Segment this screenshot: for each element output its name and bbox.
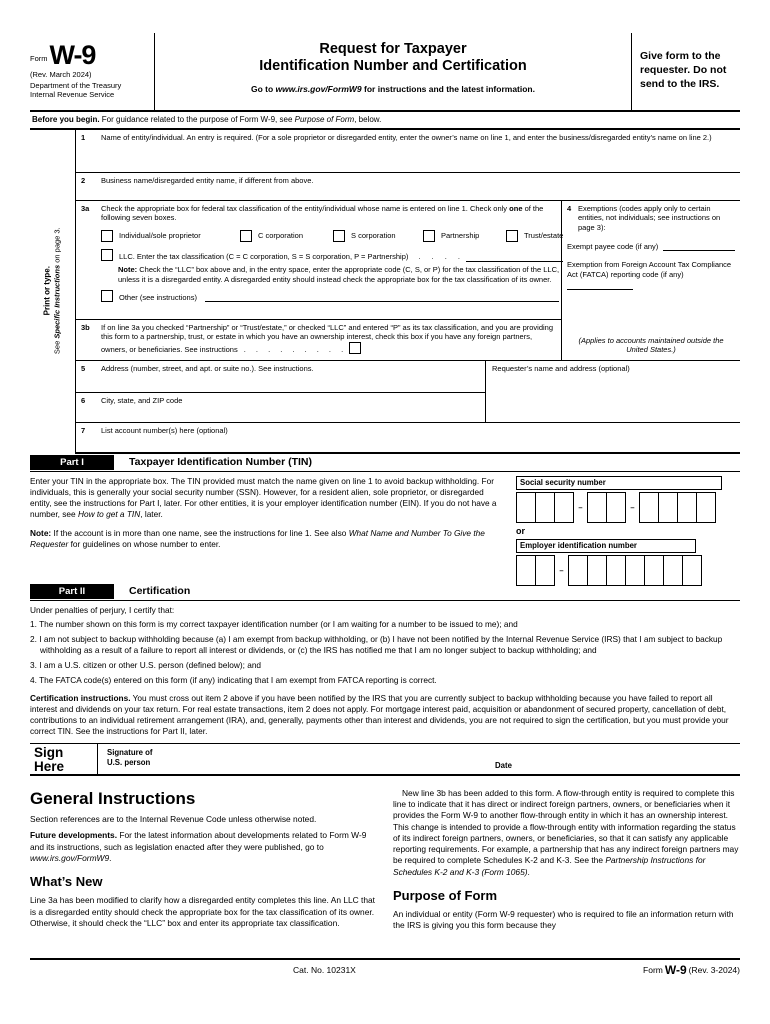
label-llc: LLC. Enter the tax classification (C = C corporation, S = S corporation, P = Partnership) <box>119 252 409 262</box>
instructions-right-column <box>393 788 740 932</box>
signature-field[interactable] <box>98 744 495 774</box>
exempt-payee-label: Exempt payee code (if any) <box>567 241 659 251</box>
ein-digit-box[interactable] <box>516 555 536 586</box>
part1-note: Note: If the account is in more than one name, see the instructions for line 1. See also What Name and Number To Give the Requester for guidelines on whose number to enter. <box>30 528 485 550</box>
before-begin-end: , below. <box>354 115 382 124</box>
line6-number: 6 <box>81 396 86 405</box>
formw9-link[interactable]: www.irs.gov/FormW9 <box>30 852 110 863</box>
other-entry-line[interactable] <box>205 292 559 302</box>
certification-item-2: 2. I am not subject to backup withholding because (a) I am exempt from backup withholding, or (b) I have not been notified by the Internal Revenue Service (IRS) that I am subject to backup withholding as a result of a failure to report all interest or dividends, or (c) the IRS has notified me that I am no longer subject to backup withholding; and <box>30 634 723 656</box>
goto-suffix: for instructions and the latest information. <box>361 83 535 94</box>
checkbox-trust-estate[interactable] <box>506 230 518 242</box>
classification-checkbox-row <box>101 230 563 242</box>
line1-label: Name of entity/individual. An entry is required. (For a sole proprietor or disregarded entity, enter the owner’s name on line 1, and enter the business/disregarded entity’s name on line 2.) <box>101 133 712 142</box>
purpose-of-form-paragraph: An individual or entity (Form W-9 requester) who is required to file an information return with the IRS is giving you this form because they <box>393 909 734 931</box>
part2-body <box>30 605 740 737</box>
line3a-label: Check the appropriate box for federal tax classification of the entity/individual whose name is entered on line 1. Check only one of the following seven boxes. <box>101 204 544 223</box>
line3a-classification <box>76 201 564 320</box>
ein-dash: – <box>559 565 564 575</box>
give-form-note: Give form to the requester. Do not send to the IRS. <box>640 50 727 91</box>
ein-digit-box[interactable] <box>682 555 702 586</box>
ein-label: Employer identification number <box>516 539 696 553</box>
line6-city-field[interactable] <box>76 393 485 422</box>
fatca-entry-line[interactable] <box>567 280 633 290</box>
instructions-section <box>30 788 740 932</box>
instructions-left-column <box>30 788 377 932</box>
ssn-digit-box[interactable] <box>516 492 536 523</box>
checkbox-c-corporation[interactable] <box>240 230 252 242</box>
goto-line <box>165 84 621 95</box>
or-label: or <box>516 525 525 536</box>
ssn-digit-box[interactable] <box>606 492 626 523</box>
llc-row <box>101 249 563 262</box>
llc-code-entry-line[interactable] <box>466 252 563 262</box>
line3b-foreign-partners <box>76 320 561 360</box>
ssn-digit-box[interactable] <box>587 492 607 523</box>
ssn-boxes <box>516 492 740 523</box>
label-c-corporation: C corporation <box>258 231 304 241</box>
line7-number: 7 <box>81 426 86 435</box>
print-or-type-sidebar <box>42 129 61 453</box>
form-title-block <box>154 33 632 110</box>
line1-name-field[interactable] <box>76 130 740 173</box>
sign-here-label: Sign Here <box>30 744 98 774</box>
label-other: Other (see instructions) <box>119 292 197 302</box>
ein-digit-box[interactable] <box>568 555 588 586</box>
label-s-corporation: S corporation <box>351 231 396 241</box>
certification-intro: Under penalties of perjury, I certify that: <box>30 605 175 615</box>
dept-treasury: Department of the Treasury <box>30 80 122 90</box>
checkbox-other[interactable] <box>101 290 113 302</box>
goto-link[interactable]: www.irs.gov/FormW9 <box>275 83 362 94</box>
general-instructions-title: General Instructions <box>30 788 196 808</box>
ein-digit-box[interactable] <box>625 555 645 586</box>
certification-item-1: 1. The number shown on this form is my correct taxpayer identification number (or I am waiting for a number to be issued to me); and <box>30 619 518 630</box>
certification-item-4: 4. The FATCA code(s) entered on this form (if any) indicating that I am exempt from FATCA reporting is correct. <box>30 675 437 686</box>
requester-label: Requester’s name and address (optional) <box>492 364 630 373</box>
form-number: W-9 <box>49 40 96 70</box>
date-label: Date <box>495 761 512 771</box>
line7-label: List account number(s) here (optional) <box>101 426 228 435</box>
dept-irs: Internal Revenue Service <box>30 90 115 100</box>
ein-boxes <box>516 555 740 586</box>
footer-form-word: Form <box>643 965 663 975</box>
whats-new-paragraph: Line 3a has been modified to clarify how a disregarded entity completes this line. An LLC that is a disregarded entity should check the appropriate box for the tax classification of its owner. Otherwise, it should check the “LLC” box and enter its appropriate tax classification. <box>30 895 375 928</box>
footer-revision: (Rev. 3-2024) <box>688 965 740 975</box>
other-row <box>101 290 563 302</box>
signature-label-line1: Signature of <box>107 747 153 757</box>
footer-form-number: W-9 <box>664 963 687 978</box>
page-footer <box>30 958 740 976</box>
exempt-payee-entry-line[interactable] <box>663 241 735 251</box>
part2-tag: Part II <box>30 584 114 600</box>
see-specific-instructions-label: See Specific Instructions on page 3. <box>52 227 62 355</box>
catalog-number: Cat. No. 10231X <box>293 965 356 975</box>
line5-number: 5 <box>81 364 86 373</box>
checkbox-foreign-partners[interactable] <box>349 342 361 354</box>
checkbox-partnership[interactable] <box>423 230 435 242</box>
checkbox-individual[interactable] <box>101 230 113 242</box>
line7-account-numbers-field[interactable] <box>76 423 740 452</box>
ssn-digit-box[interactable] <box>658 492 678 523</box>
part1-title: Taxpayer Identification Number (TIN) <box>129 455 312 468</box>
line2-number: 2 <box>81 176 86 185</box>
applies-outside-us-note: (Applies to accounts maintained outside the United States.) <box>578 335 724 355</box>
ssn-digit-box[interactable] <box>677 492 697 523</box>
goto-prefix: Go to <box>250 83 276 94</box>
ein-digit-box[interactable] <box>587 555 607 586</box>
part2-title: Certification <box>129 584 191 597</box>
line4-exemptions <box>562 201 740 360</box>
ssn-digit-box[interactable] <box>554 492 574 523</box>
label-partnership: Partnership <box>441 231 480 241</box>
form-revision: (Rev. March 2024) <box>30 69 92 79</box>
line1-number: 1 <box>81 133 86 142</box>
form-word: Form <box>30 54 48 64</box>
label-trust-estate: Trust/estate <box>524 231 564 241</box>
section-references-paragraph: Section references are to the Internal Revenue Code unless otherwise noted. <box>30 814 317 825</box>
purpose-of-form-title: Purpose of Form <box>393 887 498 903</box>
print-or-type-label: Print or type. <box>42 266 52 316</box>
part1-header <box>30 454 740 472</box>
ein-digit-box[interactable] <box>606 555 626 586</box>
certification-item-3: 3. I am a U.S. citizen or other U.S. person (defined below); and <box>30 660 262 671</box>
part1-paragraph: Enter your TIN in the appropriate box. The TIN provided must match the name given on line 1 to avoid backup withholding. For individuals, this is generally your social security number (SSN). However, for a resident alien, sole proprietor, or disregarded entity, see the instructions for Part I, later. For other entities, it is your employer identification number (EIN). If you do not have a number, see How to get a TIN, later. <box>30 476 497 520</box>
before-begin-italic: Purpose of Form <box>294 115 355 124</box>
ssn-digit-box[interactable] <box>696 492 716 523</box>
signature-label-line2: U.S. person <box>107 757 151 767</box>
line3b-number: 3b <box>81 323 90 332</box>
whats-new-title: What’s New <box>30 874 103 890</box>
before-begin-lead: Before you begin. <box>32 115 100 124</box>
line3b-dot-leader: . . . . . . . . . <box>243 344 344 354</box>
part1-tag: Part I <box>30 455 114 471</box>
line4-number: 4 <box>567 204 572 213</box>
form-title-line1: Request for Taxpayer <box>319 41 467 57</box>
line6-label: City, state, and ZIP code <box>101 396 183 405</box>
line3a-number: 3a <box>81 204 90 213</box>
checkbox-llc[interactable] <box>101 249 113 261</box>
before-you-begin <box>30 112 740 130</box>
footer-form-id <box>643 965 740 976</box>
date-field[interactable] <box>495 744 740 774</box>
form-id-block <box>30 33 154 110</box>
line3b-label: If on line 3a you checked “Partnership” or “Trust/estate,” or checked “LLC” and entered “P” as its tax classification, and you are providing this form to a partnership, trust, or estate in which you have an ownership interest, check this box if you have any foreign partners, owners, or beneficiaries. See instructions . . . . . . . . . <box>101 323 554 354</box>
certification-instructions: Certification instructions. You must cross out item 2 above if you have been notified by the IRS that you are currently subject to backup withholding because you have failed to report all interest and dividends on your tax return. For real estate transactions, item 2 does not apply. For mortgage interest paid, acquisition or abandonment of secured property, cancellation of debt, contributions to an individual retirement arrangement (IRA), and, generally, payments other than interest and dividends, you are not required to sign the certification, but you must provide your correct TIN. See the instructions for Part II, later. <box>30 693 729 736</box>
checkbox-s-corporation[interactable] <box>333 230 345 242</box>
label-individual: Individual/sole proprietor <box>119 231 201 241</box>
ein-digit-box[interactable] <box>663 555 683 586</box>
line4-label: Exemptions (codes apply only to certain entities, not individuals; see instructions on page 3): <box>578 204 721 232</box>
line2-label: Business name/disregarded entity name, if different from above. <box>101 176 314 185</box>
ssn-dash: – <box>578 502 583 512</box>
form-header <box>30 33 740 112</box>
ssn-label: Social security number <box>516 476 722 490</box>
ein-digit-box[interactable] <box>644 555 664 586</box>
entry-section <box>30 130 740 454</box>
llc-dot-leader: . . . . <box>418 252 460 262</box>
signature-section <box>30 743 740 776</box>
fatca-label: Exemption from Foreign Account Tax Compliance Act (FATCA) reporting code (if any) <box>567 260 735 292</box>
before-begin-text: For guidance related to the purpose of Form W-9, see <box>99 115 295 124</box>
requester-name-address-field[interactable] <box>486 361 740 422</box>
form-title-line2: Identification Number and Certification <box>259 58 527 75</box>
line5-address-field[interactable] <box>76 361 485 393</box>
line2-business-name-field[interactable] <box>76 173 740 201</box>
ssn-dash: – <box>630 502 635 512</box>
future-developments-paragraph: Future developments. For the latest information about developments related to Form W-9 and its instructions, such as legislation enacted after they were published, go to www.irs.gov/FormW9. <box>30 830 367 863</box>
part1-body <box>30 472 740 583</box>
ein-digit-box[interactable] <box>535 555 555 586</box>
ssn-digit-box[interactable] <box>639 492 659 523</box>
ssn-digit-box[interactable] <box>535 492 555 523</box>
line5-label: Address (number, street, and apt. or suite no.). See instructions. <box>101 364 314 373</box>
llc-note: Note: Check the “LLC” box above and, in the entry space, enter the appropriate code (C, S, or P) for the tax classification of the LLC, unless it is a disregarded entity. A disregarded entity should instead check the appropriate box for the tax classification of its owner. <box>118 264 560 284</box>
line3b-added-paragraph: New line 3b has been added to this form. A flow-through entity is required to complete this line to indicate that it has direct or indirect foreign partners, owners, or beneficiaries when it provides the Form W-9 to another flow-through entity in which it has an ownership interest. This change is intended to provide a flow-through entity with information regarding the status of its indirect foreign partners, owners, or beneficiaries, so that it can satisfy any applicable reporting requirements. For example, a partnership that has any indirect foreign partners may be required to complete Schedules K-2 and K-3. See the Partnership Instructions for Schedules K-2 and K-3 (Form 1065). <box>393 787 739 877</box>
